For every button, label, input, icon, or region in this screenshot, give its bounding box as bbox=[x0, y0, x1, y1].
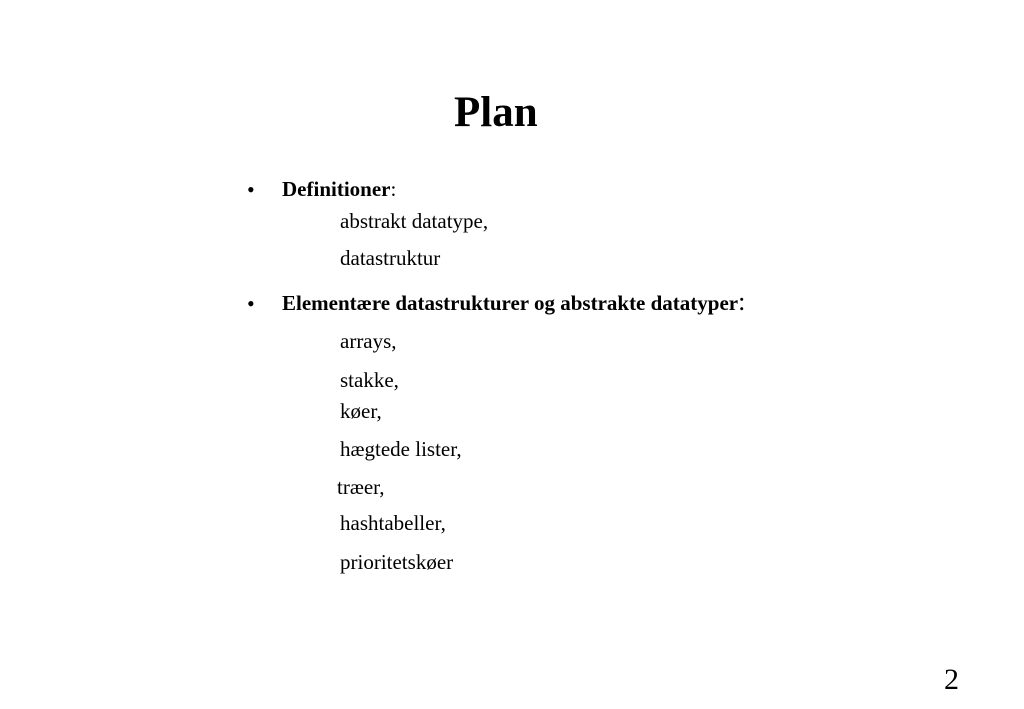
list-item: køer, bbox=[340, 399, 382, 423]
bullet-heading-colon: : bbox=[390, 177, 397, 201]
bullet-heading-elementaere bbox=[282, 287, 746, 316]
list-item: hægtede lister, bbox=[340, 437, 462, 461]
bullet-dot: • bbox=[247, 291, 255, 316]
list-item: abstrakt datatype, bbox=[340, 209, 489, 233]
bullet-dot: • bbox=[247, 177, 255, 202]
list-item: stakke, bbox=[340, 368, 399, 392]
bullet-heading-text: Definitioner bbox=[282, 177, 391, 201]
list-item: arrays, bbox=[340, 329, 397, 353]
list-item: datastruktur bbox=[340, 246, 441, 270]
bullet-heading-definitioner bbox=[282, 177, 396, 201]
bullet-heading-colon: : bbox=[738, 287, 746, 316]
list-item: prioritetskøer bbox=[340, 550, 454, 574]
slide-title: Plan bbox=[454, 89, 538, 136]
list-item: træer, bbox=[337, 475, 385, 499]
bullet-heading-text: Elementære datastrukturer og abstrakte datatyper bbox=[282, 291, 739, 315]
list-item: hashtabeller, bbox=[340, 511, 446, 535]
page-number: 2 bbox=[944, 663, 959, 696]
